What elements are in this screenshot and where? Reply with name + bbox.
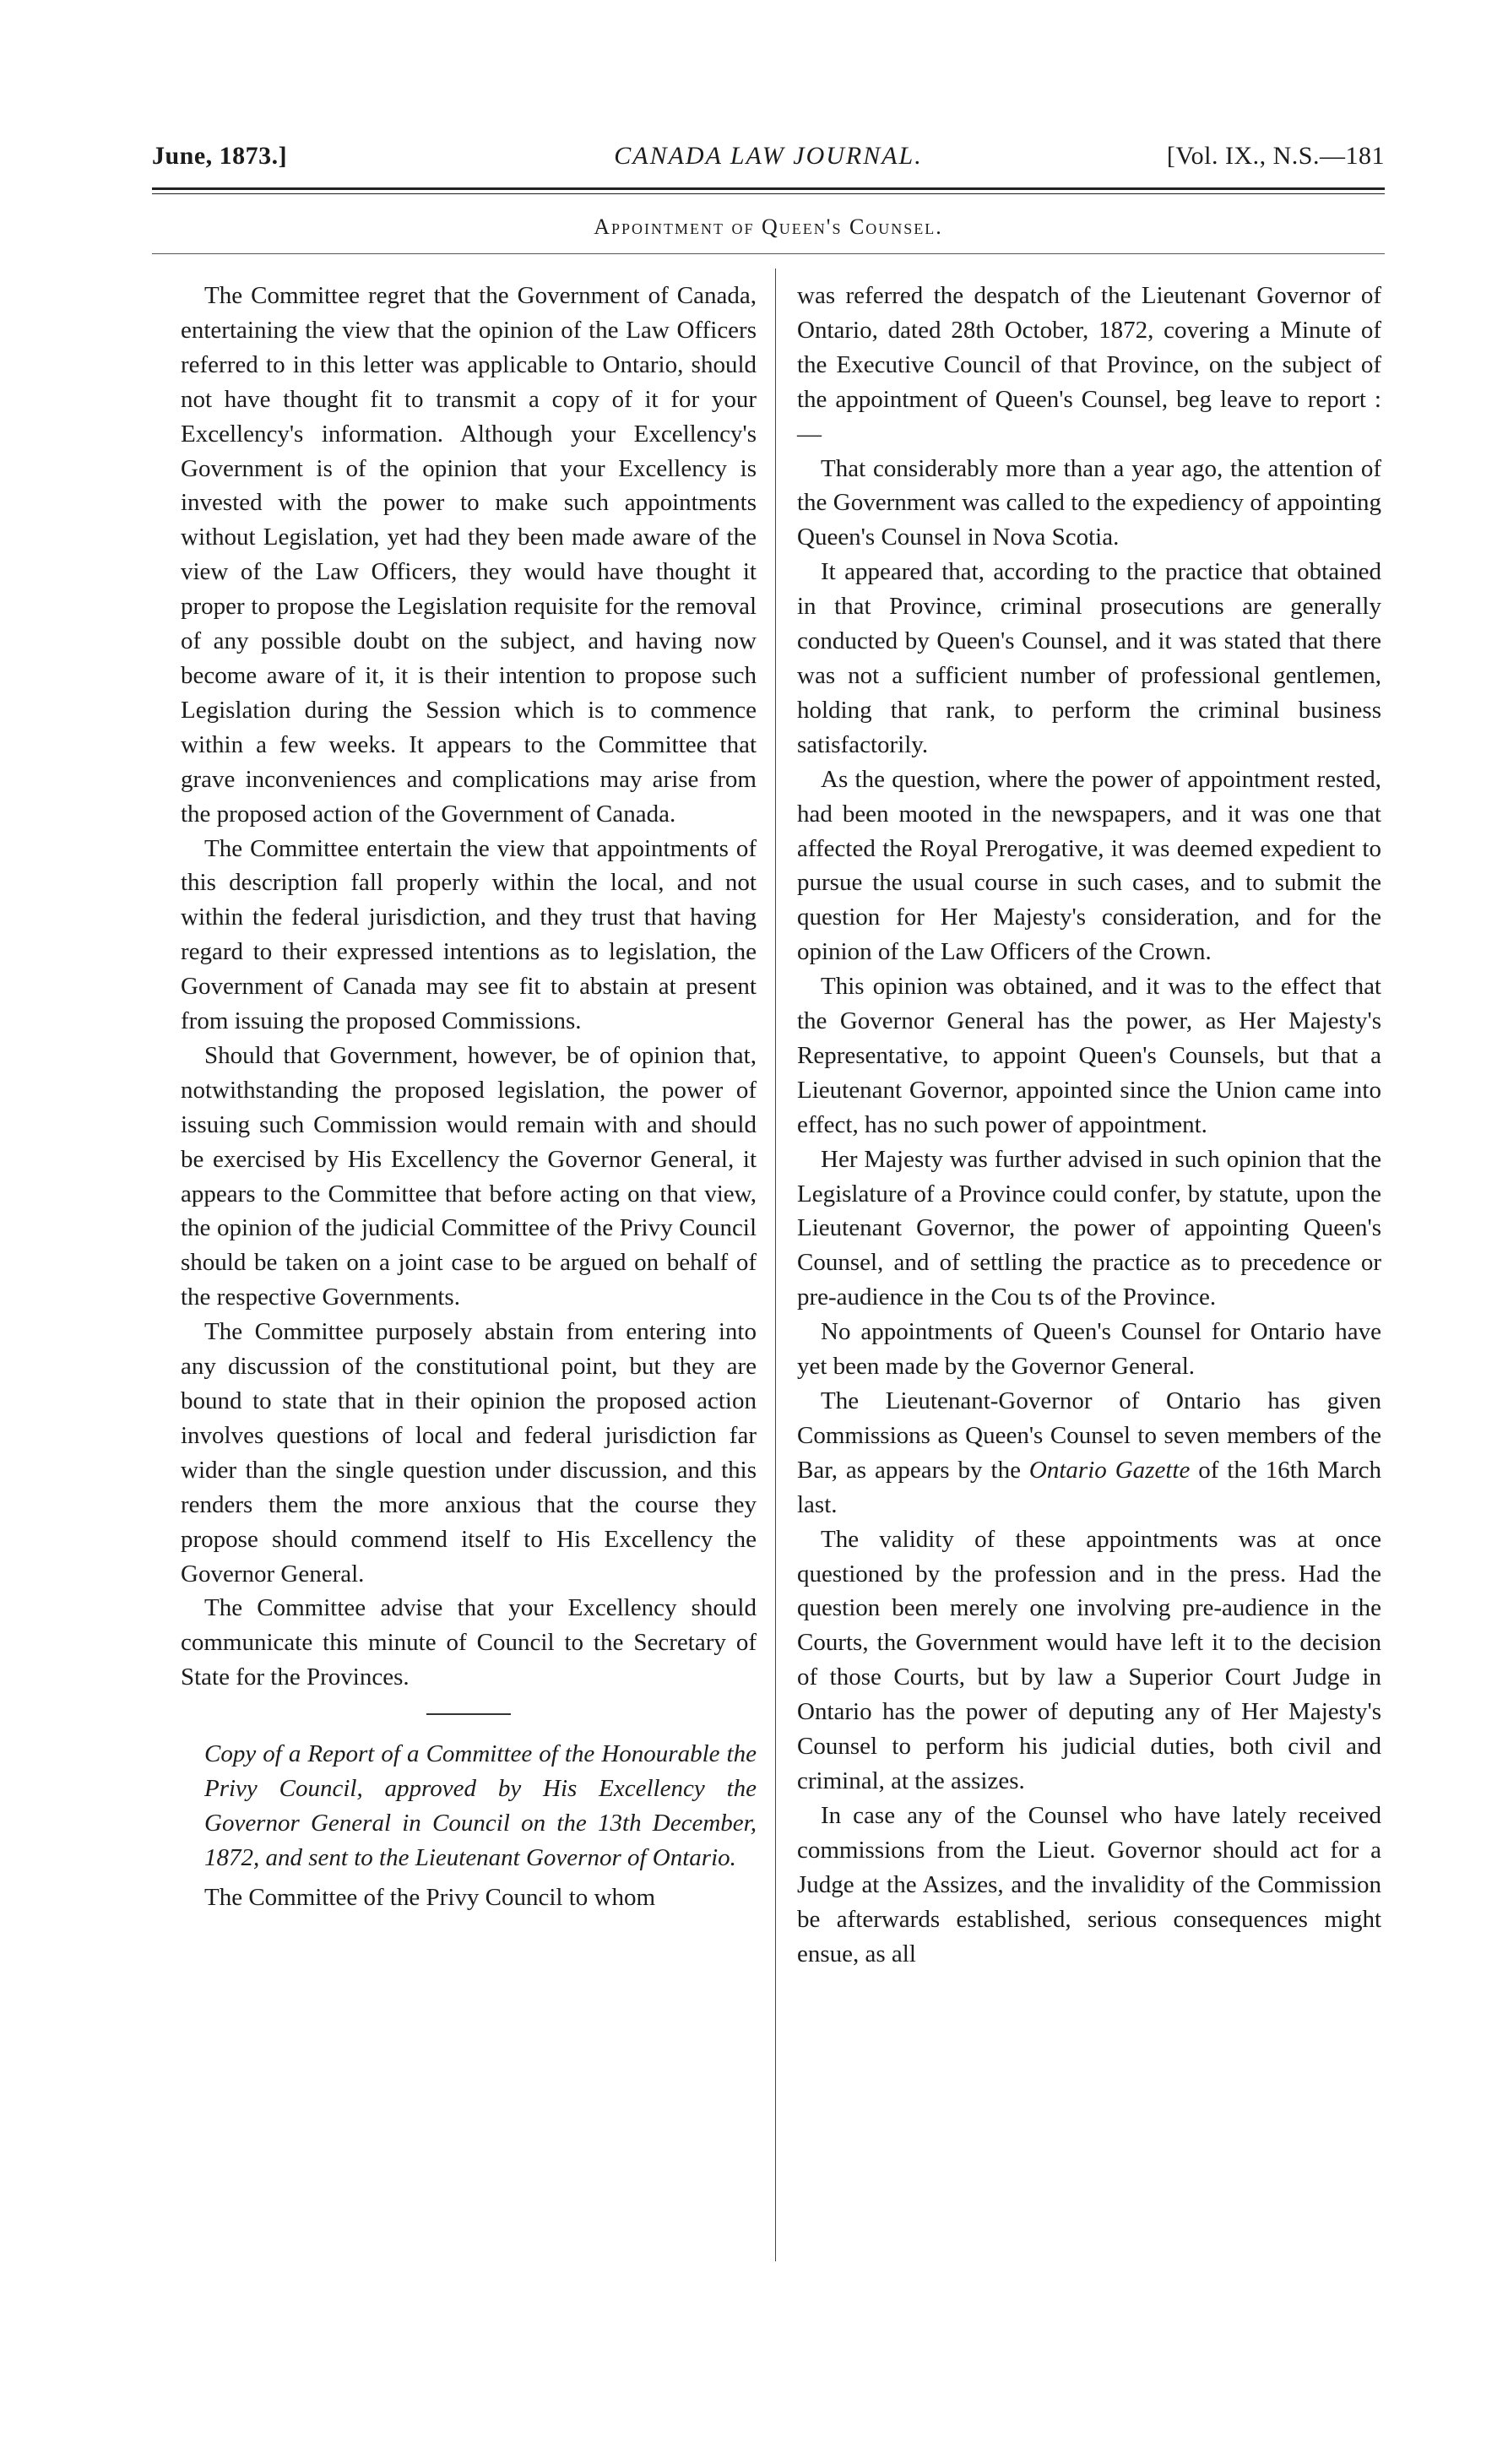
right-paragraph-4: As the question, where the power of appointment rested, had been mooted in the newspapers, and it was one that affected the Royal Prerogative, it was deemed expedient to pursue the usual course in such cases, and to submit the question for Her Majesty's consideration, and for the opinion of the Law Officers of the Crown.: [797, 765, 1381, 966]
separator-rule: [426, 1713, 511, 1715]
right-paragraph-3: It appeared that, according to the practice that obtained in that Province, criminal prosecutions are generally conducted by Queen's Counsel, and it was stated that there was not a sufficient number of professional gentlemen, holding that rank, to perform the criminal business satisfactorily.: [797, 558, 1381, 758]
header-volume-page: [Vol. IX., N.S.—181: [1166, 142, 1385, 170]
left-paragraph-3: Should that Government, however, be of opinion that, notwithstanding the proposed legislation, the power of issuing such Commission would remain with and should be exercised by His Excellency the Governor General, it appears to the Committee that before acting on that view, the opinion of the judicial Committee of the Privy Council should be taken on a joint case to be argued on behalf of the respective Governments.: [181, 1041, 757, 1311]
right-paragraph-8: [797, 1384, 1381, 1522]
section-title: Appointment of Queen's Counsel.: [594, 214, 943, 239]
running-head: [152, 142, 1385, 176]
header-journal-title: CANADA LAW JOURNAL.: [614, 142, 923, 170]
right-paragraph-7: No appointments of Queen's Counsel for Ontario have yet been made by the Governor General.: [797, 1318, 1381, 1381]
ontario-gazette-title: Ontario Gazette: [1028, 1456, 1191, 1484]
p8-text-after: of the 16th March last.: [797, 1456, 1381, 1518]
right-paragraph-1: was referred the despatch of the Lieutenant Governor of Ontario, dated 28th October, 1872, covering a Minute of the Executive Council of that Province, on the subject of the appointment of Queen's Counsel, beg leave to report :—: [797, 282, 1381, 448]
right-paragraph-10: In case any of the Counsel who have lately received commissions from the Lieut. Governor should act for a Judge at the Assizes, and the invalidity of the Commission be afterwards established, serious consequences might ensue, as all: [797, 1801, 1381, 1967]
right-paragraph-5: This opinion was obtained, and it was to the effect that the Governor General has the power, as Her Majesty's Representative, to appoint Queen's Counsels, but that a Lieutenant Governor, appointed since the Union came into effect, has no such power of appointment.: [797, 973, 1381, 1138]
p8-text-before: The Lieutenant-Governor of Ontario has given Commissions as Queen's Counsel to seven members of the Bar, as appears by the: [797, 1387, 1381, 1484]
right-paragraph-9: The validity of these appointments was at once questioned by the profession and in the press. Had the question been merely one involving pre-audience in the Courts, the Government would have left it to the decision of those Courts, but by law a Superior Court Judge in Ontario has the power of deputing any of Her Majesty's Counsel to perform his judicial duties, both civil and criminal, at the assizes.: [797, 1525, 1381, 1794]
left-paragraph-4: The Committee purposely abstain from entering into any discussion of the constitutional point, but they are bound to state that in their opinion the proposed action involves questions of local and federal jurisdiction far wider than the single question under discussion, and this renders them the more anxious that the course they propose should commend itself to His Excellency the Governor General.: [181, 1318, 757, 1587]
left-paragraph-1: The Committee regret that the Government of Canada, entertaining the view that the opinion of the Law Officers referred to in this letter was applicable to Ontario, should not have thought fit to transmit a copy of it for your Excellency's information. Although your Excellency's Government is of the opinion that your Excellency is invested with the power to make such appointments without Legislation, yet had they been made aware of the view of the Law Officers, they would have thought it proper to propose the Legislation requisite for the removal of any possible doubt on the subject, and having now become aware of it, it is their intention to propose such Legislation during the Session which is to commence within a few weeks. It appears to the Committee that grave inconveniences and complications may arise from the proposed action of the Government of Canada.: [181, 282, 757, 828]
report-heading: Copy of a Report of a Committee of the Honourable the Privy Council, approved by His Excellency the Governor General in Council on the 13th December, 1872, and sent to the Lieutenant Governor of Ontario.: [204, 1740, 757, 1871]
right-column: [797, 279, 1381, 1971]
section-rule: [152, 253, 1385, 254]
header-date: June, 1873.]: [152, 142, 288, 170]
column-divider: [775, 269, 776, 2261]
header-rule-thick: [152, 187, 1385, 190]
left-paragraph-2: The Committee entertain the view that appointments of this description fall properly within the local, and not within the federal jurisdiction, and they trust that having regard to their expressed intentions as to legislation, the Government of Canada may see fit to abstain at present from issuing the proposed Commissions.: [181, 834, 757, 1035]
header-rule-thin: [152, 193, 1385, 194]
right-paragraph-2: That considerably more than a year ago, the attention of the Government was called to the expediency of appointing Queen's Counsel in Nova Scotia.: [797, 454, 1381, 551]
left-column: [181, 279, 757, 1915]
right-paragraph-6: Her Majesty was further advised in such opinion that the Legislature of a Province could confer, by statute, upon the Lieutenant Governor, the power of appointing Queen's Counsel, and of settling the practice as to precedence or pre-audience in the Cou ts of the Province.: [797, 1145, 1381, 1311]
left-paragraph-5: The Committee advise that your Excellency should communicate this minute of Council to the Secretary of State for the Provinces.: [181, 1594, 757, 1691]
left-paragraph-6: The Committee of the Privy Council to whom: [204, 1883, 656, 1911]
